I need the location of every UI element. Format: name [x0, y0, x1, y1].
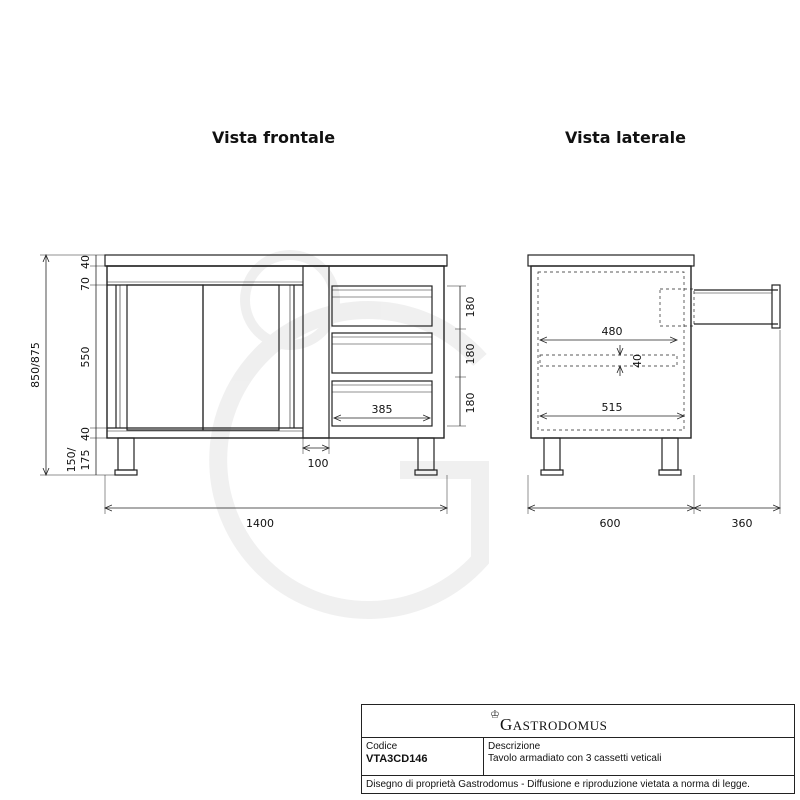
dim-top-40: 40 [79, 255, 92, 269]
dim-depth-600: 600 [599, 517, 621, 530]
chef-hat-icon: ♔ [490, 709, 500, 721]
brand-name [500, 715, 607, 735]
dim-drawer-180-a: 180 [464, 296, 477, 318]
description-value: Tavolo armadiato con 3 cassetti veticali [488, 753, 662, 764]
dim-divider-100: 100 [307, 457, 329, 470]
description-cell [484, 738, 794, 775]
dim-side-40: 40 [631, 354, 644, 368]
dim-top-70: 70 [79, 277, 92, 291]
dim-side-480: 480 [601, 325, 623, 338]
brand-initial: G [500, 715, 513, 734]
side-view-title: Vista laterale [565, 128, 686, 147]
dim-bottom-40: 40 [79, 427, 92, 441]
dim-feet-175: 175 [79, 449, 92, 471]
front-view-drawing [105, 255, 447, 475]
code-label: Codice [366, 741, 398, 752]
front-feet [115, 438, 437, 475]
dim-overall-height: 850/875 [29, 342, 42, 388]
description-label: Descrizione [488, 741, 541, 752]
dim-feet-150: 150/ [65, 447, 78, 473]
dim-side-515: 515 [601, 401, 623, 414]
brand-rest: ASTRODOMUS [512, 718, 608, 733]
side-view-drawing [528, 255, 780, 475]
dim-drawer-180-c: 180 [464, 392, 477, 414]
side-dimensions [528, 330, 780, 514]
watermark-logo [218, 255, 480, 610]
dim-drawer-385: 385 [371, 403, 393, 416]
brand-logo [362, 705, 794, 738]
dim-door-550: 550 [79, 346, 92, 368]
title-block [361, 704, 795, 794]
ownership-notice: Disegno di proprietà Gastrodomus - Diffusione e riproduzione vietata a norma di legge. [366, 779, 750, 790]
dim-extension-360: 360 [731, 517, 753, 530]
code-cell [362, 738, 484, 775]
front-view-title: Vista frontale [212, 128, 336, 147]
dim-width-1400: 1400 [246, 517, 274, 530]
dim-drawer-180-b: 180 [464, 343, 477, 365]
code-value: VTA3CD146 [366, 753, 428, 765]
